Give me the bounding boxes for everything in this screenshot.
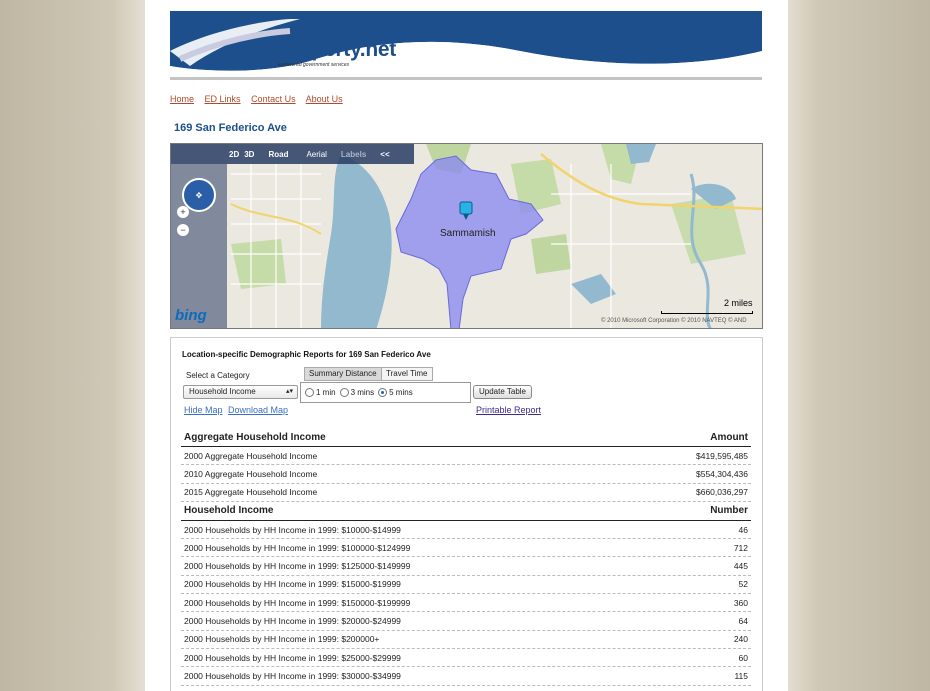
row-value: 64: [738, 616, 748, 627]
row-label: 2000 Households by HH Income in 1999: $20000-$24999: [184, 616, 401, 627]
download-map-link[interactable]: Download Map: [228, 405, 289, 415]
nav-link-ed-links[interactable]: ED Links: [204, 94, 241, 104]
printable-report-link[interactable]: Printable Report: [476, 405, 542, 415]
map-view[interactable]: [170, 143, 763, 329]
row-label: 2015 Aggregate Household Income: [184, 487, 318, 498]
road-view-button[interactable]: Road: [268, 149, 289, 159]
map-scale-bar: [661, 311, 753, 314]
row-label: 2000 Households by HH Income in 1999: $15000-$19999: [184, 579, 401, 590]
site-tagline: e-powered government services: [278, 62, 350, 68]
row-value: 60: [738, 652, 748, 663]
zoom-out-icon[interactable]: −: [177, 224, 189, 236]
section-value-heading: Amount: [710, 431, 748, 443]
table-row: [181, 594, 751, 612]
row-label: 2000 Households by HH Income in 1999: $200000+: [184, 634, 380, 645]
nav-link-about-us[interactable]: About Us: [305, 94, 343, 104]
row-value: 52: [738, 579, 748, 590]
row-label: 2000 Households by HH Income in 1999: $150000-$199999: [184, 597, 411, 608]
map-navigation-panel: [171, 164, 227, 329]
page-title: 169 San Federico Ave: [174, 122, 287, 134]
radio-button-icon[interactable]: [305, 388, 314, 397]
table-row: [181, 576, 751, 594]
nav-link-home[interactable]: Home: [170, 94, 195, 104]
tab-summary-distance[interactable]: Summary Distance: [304, 367, 382, 381]
radio-option-3-mins[interactable]: 3 mins: [340, 388, 375, 397]
report-title: Location-specific Demographic Reports for 169 San Federico Ave: [182, 350, 431, 359]
table-row: [181, 539, 751, 557]
radio-option-1-min[interactable]: 1 min: [305, 388, 336, 397]
tab-travel-time[interactable]: Travel Time: [381, 367, 433, 381]
banner-divider: [170, 77, 762, 80]
row-value: 360: [733, 597, 748, 608]
table-row: [181, 484, 751, 502]
map-toolbar: [171, 144, 414, 164]
row-value: 115: [734, 670, 748, 681]
aerial-view-button[interactable]: Aerial: [306, 149, 327, 159]
page-container: [145, 0, 788, 691]
site-logo[interactable]: NWProperty.net: [243, 38, 396, 61]
table-section-header: [181, 502, 751, 521]
table-row: [181, 557, 751, 575]
row-label: 2010 Aggregate Household Income: [184, 468, 318, 479]
map-copyright: © 2010 Microsoft Corporation © 2010 NAVTEQ © AND: [601, 318, 747, 324]
table-row: [181, 649, 751, 667]
select-arrows-icon: ▴▾: [285, 388, 293, 395]
row-value: $419,595,485: [696, 450, 748, 461]
demographic-report-panel: [170, 337, 763, 691]
row-label: 2000 Households by HH Income in 1999: $25000-$29999: [184, 652, 401, 663]
row-label: 2000 Households by HH Income in 1999: $10000-$14999: [184, 524, 401, 535]
view-3d-button[interactable]: 3D: [244, 149, 255, 159]
radio-option-5-mins[interactable]: 5 mins: [378, 388, 413, 397]
collapse-toolbar-icon[interactable]: <<: [380, 149, 390, 159]
row-label: 2000 Households by HH Income in 1999: $100000-$124999: [184, 542, 411, 553]
bing-logo: bing: [175, 307, 207, 324]
zoom-in-icon[interactable]: +: [177, 206, 189, 218]
top-nav: [170, 94, 351, 104]
table-row: [181, 612, 751, 630]
nav-link-contact-us[interactable]: Contact Us: [251, 94, 296, 104]
radio-button-icon[interactable]: [340, 388, 349, 397]
table-row: [181, 465, 751, 483]
section-value-heading: Number: [710, 505, 748, 517]
map-scale-label: 2 miles: [724, 298, 753, 308]
row-value: $660,036,297: [696, 487, 748, 498]
section-heading: Aggregate Household Income: [184, 431, 326, 443]
update-table-button[interactable]: Update Table: [473, 385, 532, 399]
section-heading: Household Income: [184, 505, 274, 517]
compass-pan-icon[interactable]: ✥: [182, 178, 216, 212]
row-value: 712: [733, 542, 748, 553]
table-row: [181, 667, 751, 685]
row-label: 2000 Households by HH Income in 1999: $30000-$34999: [184, 670, 401, 681]
row-label: 2000 Households by HH Income in 1999: $125000-$149999: [184, 561, 411, 572]
row-value: 240: [733, 634, 748, 645]
distance-radio-group: [300, 382, 471, 403]
row-value: 46: [738, 524, 748, 535]
view-2d-button[interactable]: 2D: [229, 149, 240, 159]
table-section-header: [181, 428, 751, 447]
table-row: [181, 447, 751, 465]
row-value: $554,304,436: [696, 468, 748, 479]
report-table: [181, 428, 751, 686]
table-row: [181, 631, 751, 649]
map-city-label: Sammamish: [440, 228, 496, 239]
category-select-value: Household Income: [189, 387, 256, 396]
row-value: 445: [733, 561, 748, 572]
site-banner: [170, 11, 762, 78]
row-label: 2000 Aggregate Household Income: [184, 450, 318, 461]
hide-map-link[interactable]: Hide Map: [184, 405, 223, 415]
labels-toggle-button[interactable]: Labels: [340, 149, 367, 159]
category-select[interactable]: [183, 385, 298, 399]
table-row: [181, 521, 751, 539]
category-label: Select a Category: [186, 371, 250, 380]
radio-button-selected-icon[interactable]: [378, 388, 387, 397]
